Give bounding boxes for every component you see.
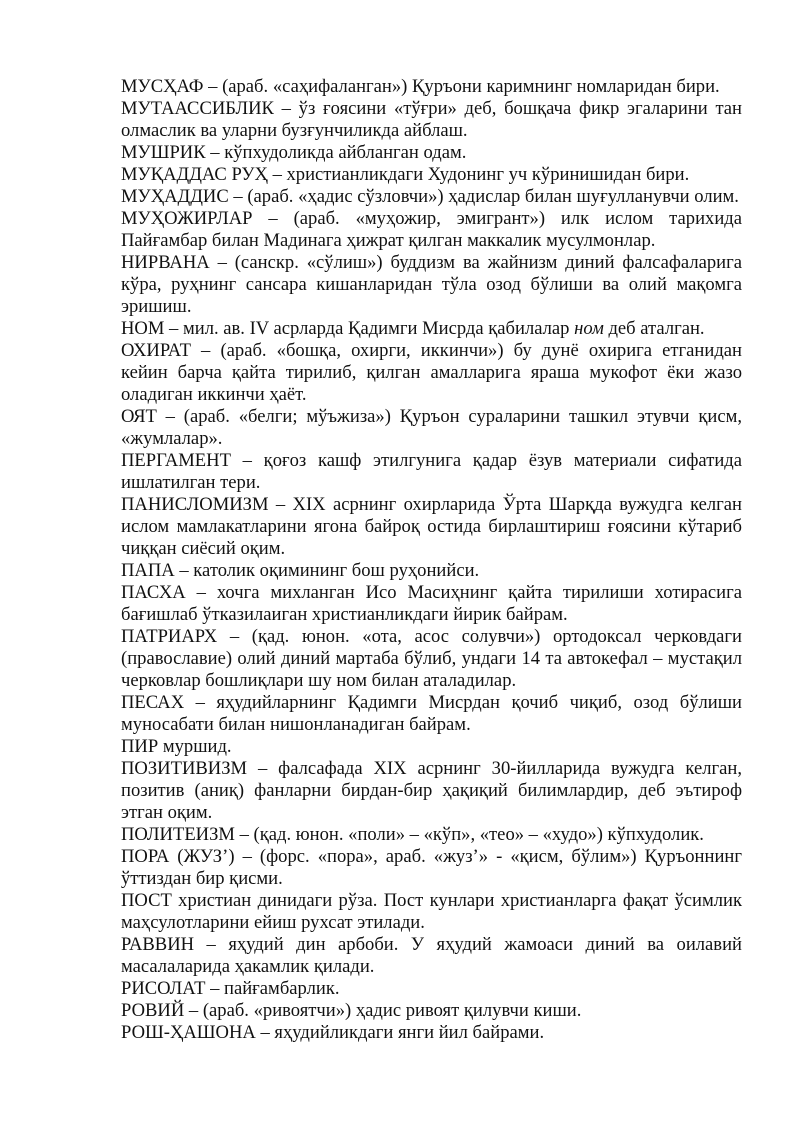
glossary-entry-oyat: ОЯТ – (араб. «белги; мўъжиза») Қуръон сураларини ташкил этувчи қисм, «жумлалар». — [121, 406, 742, 449]
glossary-entry-ravvin: РАВВИН – яҳудий дин арбоби. У яҳудий жамоаси диний ва оилавий масалаларида ҳакамлик қилади. — [121, 934, 742, 977]
glossary-entry-pora: ПОРА (ЖУЗ’) – (форс. «пора», араб. «жуз’» - «қисм, бўлим») Қуръоннинг ўттиздан бир қисми. — [121, 846, 742, 889]
glossary-entry-mushaf: МУСҲАФ – (араб. «саҳифаланган») Қуръони каримнинг номларидан бири. — [121, 76, 720, 97]
glossary-entry-oxirat: ОХИРАТ – (араб. «бошқа, охирги, иккинчи») бу дунё охирига етганидан кейин барча қайта тирилиб, қилган амалларига яраша мукофот ёки жазо оладиган иккинчи ҳаёт. — [121, 340, 742, 405]
glossary-entry-risolat: РИСОЛАТ – пайғамбарлик. — [121, 978, 340, 999]
glossary-entry-roviy: РОВИЙ – (араб. «ривоятчи») ҳадис ривоят қилувчи киши. — [121, 1000, 582, 1021]
glossary-entry-mushrik: МУШРИК – кўпхудоликда айбланган одам. — [121, 142, 467, 163]
glossary-entry-nom-after: деб аталган. — [603, 318, 705, 339]
glossary-entry-muhojirlar: МУҲОЖИРЛАР – (араб. «муҳожир, эмигрант») илк ислом тарихида Пайғамбар билан Мадинага ҳижрат қилган маккалик мусулмонлар. — [121, 208, 742, 251]
glossary-entry-nom-before: НОМ – мил. ав. IV асрларда Қадимги Мисрда қабилалар — [121, 318, 575, 339]
glossary-entry-politeizm: ПОЛИТЕИЗМ – (қад. юнон. «поли» – «кўп», «тео» – «худо») кўпхудолик. — [121, 824, 704, 845]
glossary-entry-post: ПОСТ христиан динидаги рўза. Пост кунлари христианларга фақат ўсимлик маҳсулотларини ейиш рухсат этилади. — [121, 890, 742, 933]
glossary-entry-nom — [121, 318, 742, 340]
glossary-entry-panislomizm: ПАНИСЛОМИЗМ – XIX асрнинг охирларида Ўрта Шарқда вужудга келган ислом мамлакатларини ягона байроқ остида бирлаштириш ғоясини кўтариб чиққан сиёсий оқим. — [121, 494, 742, 559]
glossary-entry-muhaddis: МУҲАДДИС – (араб. «ҳадис сўзловчи») ҳадислар билан шуғулланувчи олим. — [121, 186, 739, 207]
glossary-entry-papa: ПАПА – католик оқимининг бош руҳонийси. — [121, 560, 480, 581]
glossary-entry-pergament: ПЕРГАМЕНТ – қоғоз кашф этилгунига қадар ёзув материали сифатида ишлатилган тери. — [121, 450, 742, 493]
glossary-entry-pir: ПИР муршид. — [121, 736, 232, 757]
glossary-entry-pozitivizm: ПОЗИТИВИЗМ – фалсафада XIX асрнинг 30-йилларида вужудга келган, позитив (аниқ) фанларни бирдан-бир ҳақиқий билимлардир, деб эътироф этган оқим. — [121, 758, 742, 823]
glossary-entry-mutaassiblik: МУТААССИБЛИК – ўз ғоясини «тўғри» деб, бошқача фикр эгаларини тан олмаслик ва уларни бузғунчиликда айблаш. — [121, 98, 742, 141]
glossary-entry-patriarx: ПАТРИАРХ – (қад. юнон. «ота, асос солувчи») ортодоксал черковдаги (православие) олий диний мартаба бўлиб, ундаги 14 та автокефал – мустақил черковлар бошлиқлари шу ном билан аталадилар. — [121, 626, 742, 691]
glossary-entry-rosh-hashona: РОШ-ҲАШОНА – яҳудийликдаги янги йил байрами. — [121, 1022, 545, 1043]
glossary-entry-nirvana: НИРВАНА – (санскр. «сўлиш») буддизм ва жайнизм диний фалсафаларига кўра, руҳнинг сансара кишанларидан тўла озод бўлиши ва олий мақомга эришиш. — [121, 252, 742, 317]
glossary-entry-nom-italic: ном — [574, 318, 604, 339]
glossary-entry-pesax: ПЕСАХ – яҳудийларнинг Қадимги Мисрдан қочиб чиқиб, озод бўлиши муносабати билан нишонланадиган байрам. — [121, 692, 742, 735]
glossary-entry-pasxa: ПАСХА – хочга михланган Исо Масиҳнинг қайта тирилиши хотирасига бағишлаб ўтказилаиган христианликдаги йирик байрам. — [121, 582, 742, 625]
glossary-entry-muqaddas-ruh: МУҚАДДАС РУҲ – христианликдаги Худонинг уч кўринишидан бири. — [121, 164, 690, 185]
